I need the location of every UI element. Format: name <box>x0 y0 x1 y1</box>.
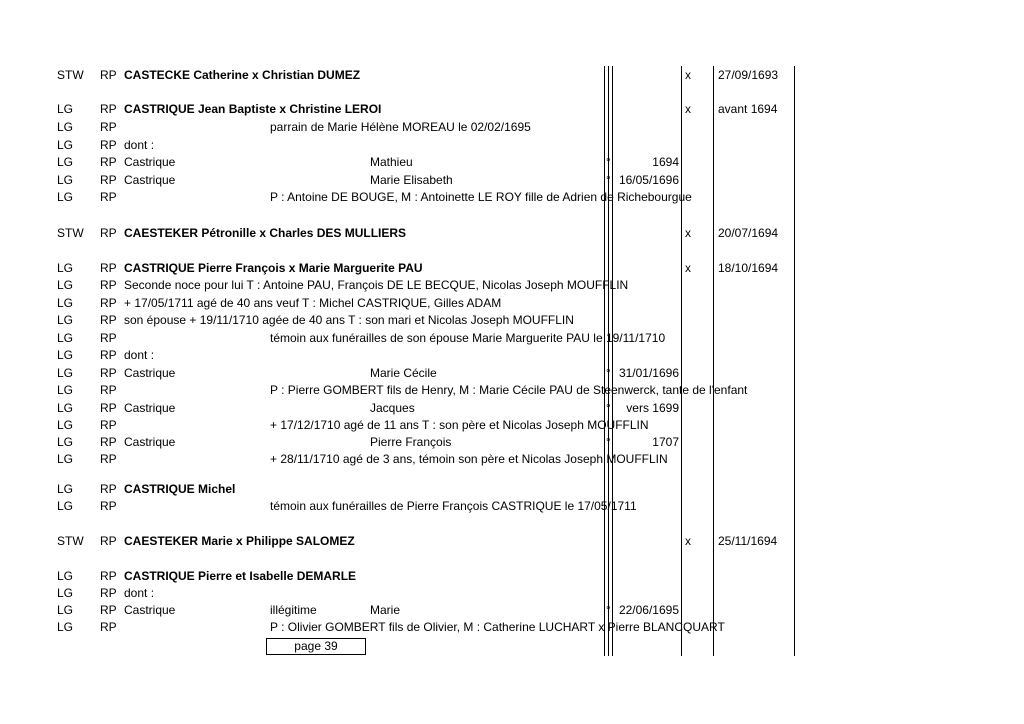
row-code: LG <box>57 401 74 415</box>
row-text: parrain de Marie Hélène MOREAU le 02/02/1695 <box>270 120 531 134</box>
row-src: RP <box>100 120 117 134</box>
row-src: RP <box>100 534 117 548</box>
row-code: LG <box>57 331 74 345</box>
row-deg: ° <box>606 366 611 380</box>
page-number-box <box>266 638 366 655</box>
row-code: STW <box>57 68 84 82</box>
row-src: RP <box>100 138 117 152</box>
row-family: Castrique <box>124 366 176 380</box>
row-deg: ° <box>606 173 611 187</box>
row-family: Seconde noce pour lui T : Antoine PAU, François DE LE BECQUE, Nicolas Joseph MOUFFLIN <box>124 278 629 292</box>
row-code: LG <box>57 482 74 496</box>
row-src: RP <box>100 569 117 583</box>
row-date: 27/09/1693 <box>718 68 779 82</box>
row-first: Marie Cécile <box>370 366 437 380</box>
row-first: Pierre François <box>370 435 452 449</box>
row-x: x <box>685 261 691 275</box>
row-text: témoin aux funérailles de son épouse Marie Marguerite PAU le 19/11/1710 <box>270 331 666 345</box>
row-family: Castrique <box>124 603 176 617</box>
row-src: RP <box>100 586 117 600</box>
row-text: témoin aux funérailles de Pierre François CASTRIQUE le 17/05/1711 <box>270 499 637 513</box>
row-src: RP <box>100 102 117 116</box>
column-divider <box>612 66 613 656</box>
row-src: RP <box>100 155 117 169</box>
row-x: x <box>685 534 691 548</box>
row-code: LG <box>57 620 74 634</box>
row-family: Castrique <box>124 401 176 415</box>
row-src: RP <box>100 190 117 204</box>
row-family: CASTRIQUE Michel <box>124 482 236 496</box>
row-code: LG <box>57 435 74 449</box>
row-src: RP <box>100 452 117 466</box>
row-family: CASTECKE Catherine x Christian DUMEZ <box>124 68 361 82</box>
row-date: 25/11/1694 <box>718 534 778 548</box>
row-src: RP <box>100 383 117 397</box>
row-src: RP <box>100 296 117 310</box>
page-number: page 39 <box>294 639 338 653</box>
row-first: Marie Elisabeth <box>370 173 453 187</box>
row-code: STW <box>57 534 84 548</box>
row-deg: ° <box>606 401 611 415</box>
row-text: P : Olivier GOMBERT fils de Olivier, M : Catherine LUCHART x Pierre BLANCQUART <box>270 620 725 634</box>
row-src: RP <box>100 68 117 82</box>
row-code: LG <box>57 155 74 169</box>
row-code: LG <box>57 366 74 380</box>
column-divider <box>713 66 714 656</box>
row-x: x <box>685 102 691 116</box>
row-src: RP <box>100 348 117 362</box>
row-src: RP <box>100 331 117 345</box>
row-family: CASTRIQUE Pierre François x Marie Marguerite PAU <box>124 261 423 275</box>
row-family: dont : <box>124 586 155 600</box>
row-bdate: 31/01/1696 <box>618 366 679 380</box>
row-code: LG <box>57 383 74 397</box>
row-family: Castrique <box>124 155 176 169</box>
row-family: CAESTEKER Marie x Philippe SALOMEZ <box>124 534 355 548</box>
row-code: LG <box>57 173 74 187</box>
column-divider <box>794 66 795 656</box>
row-code: LG <box>57 348 74 362</box>
row-src: RP <box>100 435 117 449</box>
row-deg: ° <box>606 435 611 449</box>
row-family: + 17/05/1711 agé de 40 ans veuf T : Michel CASTRIQUE, Gilles ADAM <box>124 296 502 310</box>
row-bdate: 1707 <box>652 435 679 449</box>
row-code: LG <box>57 603 74 617</box>
row-code: STW <box>57 226 84 240</box>
row-deg: ° <box>606 603 611 617</box>
row-first: Marie <box>370 603 401 617</box>
row-family: dont : <box>124 348 155 362</box>
row-deg: ° <box>606 155 611 169</box>
row-text: P : Pierre GOMBERT fils de Henry, M : Marie Cécile PAU de Steenwerck, tante de l'enfant <box>270 383 748 397</box>
row-x: x <box>685 68 691 82</box>
row-first: Jacques <box>370 401 415 415</box>
row-src: RP <box>100 499 117 513</box>
row-code: LG <box>57 138 74 152</box>
row-family: son épouse + 19/11/1710 agée de 40 ans T : son mari et Nicolas Joseph MOUFFLIN <box>124 313 574 327</box>
row-illeg: illégitime <box>270 603 317 617</box>
row-src: RP <box>100 418 117 432</box>
row-src: RP <box>100 620 117 634</box>
row-bdate: 22/06/1695 <box>618 603 679 617</box>
row-code: LG <box>57 569 74 583</box>
row-code: LG <box>57 452 74 466</box>
row-code: LG <box>57 586 74 600</box>
row-src: RP <box>100 261 117 275</box>
row-family: Castrique <box>124 435 176 449</box>
row-code: LG <box>57 499 74 513</box>
row-family: CASTRIQUE Jean Baptiste x Christine LEROI <box>124 102 382 116</box>
row-first: Mathieu <box>370 155 413 169</box>
row-src: RP <box>100 401 117 415</box>
row-code: LG <box>57 261 74 275</box>
row-src: RP <box>100 226 117 240</box>
row-src: RP <box>100 278 117 292</box>
row-code: LG <box>57 418 74 432</box>
row-text: + 17/12/1710 agé de 11 ans T : son père et Nicolas Joseph MOUFFLIN <box>270 418 649 432</box>
row-x: x <box>685 226 691 240</box>
row-code: LG <box>57 278 74 292</box>
row-date: 20/07/1694 <box>718 226 779 240</box>
row-text: P : Antoine DE BOUGE, M : Antoinette LE ROY fille de Adrien de Richebourgue <box>270 190 692 204</box>
column-divider <box>681 66 682 656</box>
row-src: RP <box>100 313 117 327</box>
row-date: 18/10/1694 <box>718 261 779 275</box>
row-family: CAESTEKER Pétronille x Charles DES MULLIERS <box>124 226 407 240</box>
row-code: LG <box>57 296 74 310</box>
row-code: LG <box>57 102 74 116</box>
row-bdate: 1694 <box>652 155 679 169</box>
row-src: RP <box>100 603 117 617</box>
row-bdate: vers 1699 <box>626 401 679 415</box>
row-src: RP <box>100 366 117 380</box>
row-src: RP <box>100 173 117 187</box>
row-src: RP <box>100 482 117 496</box>
row-code: LG <box>57 190 74 204</box>
row-family: CASTRIQUE Pierre et Isabelle DEMARLE <box>124 569 357 583</box>
row-bdate: 16/05/1696 <box>618 173 679 187</box>
column-divider <box>604 66 605 656</box>
row-code: LG <box>57 313 74 327</box>
row-family: Castrique <box>124 173 176 187</box>
row-text: + 28/11/1710 agé de 3 ans, témoin son père et Nicolas Joseph MOUFFLIN <box>270 452 668 466</box>
row-code: LG <box>57 120 74 134</box>
row-date: avant 1694 <box>718 102 778 116</box>
row-family: dont : <box>124 138 155 152</box>
